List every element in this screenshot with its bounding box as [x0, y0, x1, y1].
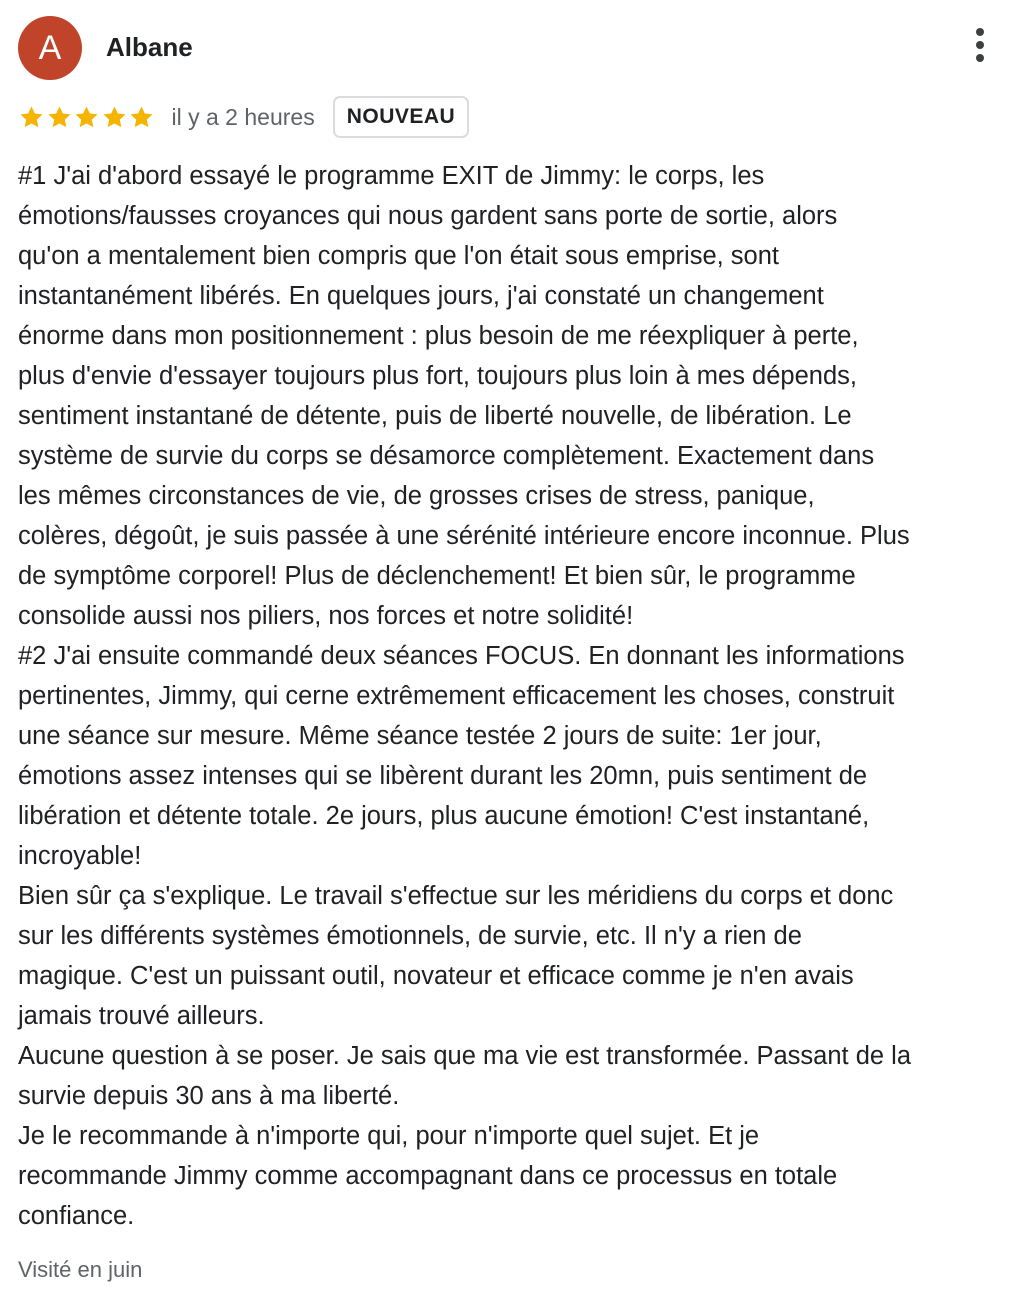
star-icon [73, 104, 100, 131]
review-text-line: Bien sûr ça s'explique. Le travail s'effectue sur les méridiens du corps et donc [18, 882, 894, 910]
visited-date: Visité en juin [18, 1257, 143, 1282]
review-time: il y a 2 heures [171, 103, 315, 130]
review-text-line: colères, dégoût, je suis passée à une sérénité intérieure encore inconnue. Plus [18, 522, 910, 550]
review-text-line: émotions/fausses croyances qui nous gardent sans porte de sortie, alors [18, 202, 838, 230]
review-text-line: survie depuis 30 ans à ma liberté. [18, 1082, 400, 1110]
review-text-line: recommande Jimmy comme accompagnant dans ce processus en totale [18, 1162, 838, 1190]
review-meta [18, 96, 469, 138]
review-text-line: pertinentes, Jimmy, qui cerne extrêmement efficacement les choses, construit [18, 682, 895, 710]
star-rating [18, 104, 156, 131]
review-text-line: incroyable! [18, 842, 142, 870]
review-text-line: #1 J'ai d'abord essayé le programme EXIT de Jimmy: le corps, les [18, 162, 765, 190]
review-header [18, 16, 1008, 80]
review-text-line: émotions assez intenses qui se libèrent durant les 20mn, puis sentiment de [18, 762, 868, 790]
review-text-line: consolide aussi nos piliers, nos forces et notre solidité! [18, 602, 634, 630]
review-text-line: Aucune question à se poser. Je sais que ma vie est transformée. Passant de la [18, 1042, 912, 1070]
new-badge: NOUVEAU [333, 96, 470, 138]
review-text-line: #2 J'ai ensuite commandé deux séances FOCUS. En donnant les informations [18, 642, 905, 670]
review-text-line: jamais trouvé ailleurs. [18, 1002, 265, 1030]
star-icon [101, 104, 128, 131]
more-options-button[interactable] [974, 28, 986, 68]
review-text-line: sur les différents systèmes émotionnels, de survie, etc. Il n'y a rien de [18, 922, 802, 950]
review-text-line: magique. C'est un puissant outil, novateur et efficace comme je n'en avais [18, 962, 854, 990]
avatar[interactable]: A [18, 16, 82, 80]
review-text-line: Je le recommande à n'importe qui, pour n'importe quel sujet. Et je [18, 1122, 760, 1150]
review-text-line: les mêmes circonstances de vie, de grosses crises de stress, panique, [18, 482, 815, 510]
review-text-line: de symptôme corporel! Plus de déclenchement! Et bien sûr, le programme [18, 562, 856, 590]
review-text-line: confiance. [18, 1202, 135, 1230]
review-text-line: système de survie du corps se désamorce complètement. Exactement dans [18, 442, 875, 470]
review-text-line: plus d'envie d'essayer toujours plus fort, toujours plus loin à mes dépends, [18, 362, 857, 390]
star-icon [128, 104, 155, 131]
review-text-line: qu'on a mentalement bien compris que l'on était sous emprise, sont [18, 242, 779, 270]
review-text-line: instantanément libérés. En quelques jours, j'ai constaté un changement [18, 282, 824, 310]
author-name[interactable]: Albane [106, 32, 193, 62]
review-text-line: sentiment instantané de détente, puis de liberté nouvelle, de libération. Le [18, 402, 852, 430]
star-icon [46, 104, 73, 131]
review-text-line: une séance sur mesure. Même séance testée 2 jours de suite: 1er jour, [18, 722, 822, 750]
review-text [18, 156, 1008, 1236]
more-vert-icon [976, 28, 984, 36]
star-icon [18, 104, 45, 131]
review-text-line: libération et détente totale. 2e jours, plus aucune émotion! C'est instantané, [18, 802, 870, 830]
review-text-line: énorme dans mon positionnement : plus besoin de me réexpliquer à perte, [18, 322, 859, 350]
